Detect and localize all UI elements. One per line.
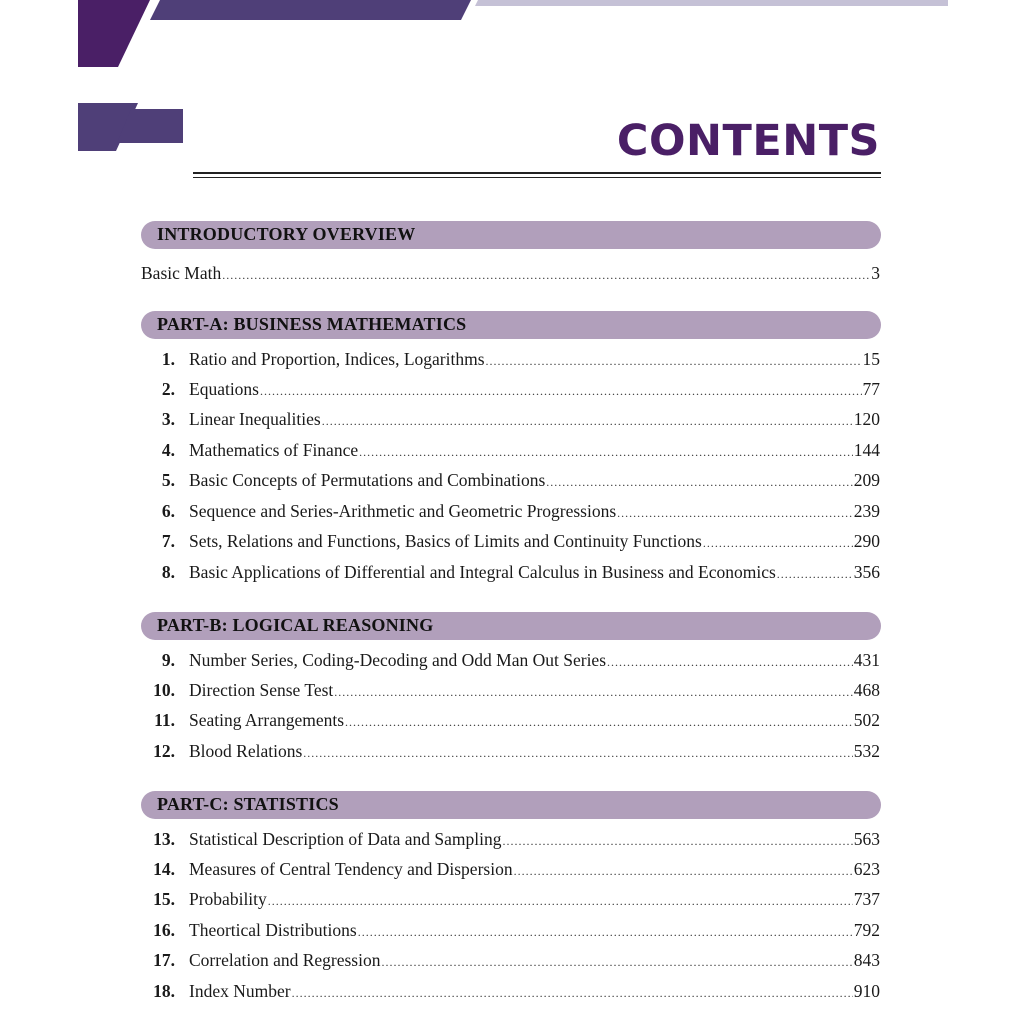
dot-leader xyxy=(486,354,862,369)
corner-shape-dark xyxy=(78,0,150,67)
toc-entry-title: Linear Inequalities xyxy=(189,409,321,429)
section-heading-intro xyxy=(141,221,881,249)
toc-entry-page: 792 xyxy=(853,920,880,940)
title-rule-thin xyxy=(193,177,881,178)
toc-entry-number: 10. xyxy=(153,680,175,700)
dot-leader xyxy=(381,955,852,970)
toc-entry-number: 2. xyxy=(161,379,175,399)
toc-entry-title: Ratio and Proportion, Indices, Logarithms xyxy=(189,349,485,369)
dot-leader xyxy=(703,536,853,551)
toc-entry[interactable] xyxy=(141,501,880,525)
toc-entry-page: 239 xyxy=(853,501,880,521)
top-band-purple xyxy=(150,0,471,20)
toc-entry-title: Statistical Description of Data and Sampling xyxy=(189,829,502,849)
dot-leader xyxy=(322,414,853,429)
dot-leader xyxy=(222,268,870,283)
toc-entry[interactable] xyxy=(141,349,880,373)
toc-entry[interactable] xyxy=(141,379,880,403)
toc-entry-title: Number Series, Coding-Decoding and Odd Man Out Series xyxy=(189,650,607,670)
toc-entry[interactable] xyxy=(141,650,880,674)
page-title: CONTENTS xyxy=(616,116,880,166)
title-rule-thick xyxy=(193,172,881,174)
toc-entry-number: 16. xyxy=(153,920,175,940)
dot-leader xyxy=(546,475,852,490)
section-heading-part-b xyxy=(141,612,881,640)
toc-entry-number: 4. xyxy=(161,440,175,460)
toc-entry[interactable] xyxy=(141,440,880,464)
toc-entry-page: 3 xyxy=(871,263,880,283)
toc-entry-page: 290 xyxy=(853,531,880,551)
toc-entry-number: 6. xyxy=(161,501,175,521)
toc-entry-number: 13. xyxy=(153,829,175,849)
section-heading-part-c xyxy=(141,791,881,819)
toc-entry[interactable] xyxy=(141,562,880,586)
toc-entry-number: 12. xyxy=(153,741,175,761)
toc-entry[interactable] xyxy=(141,741,880,765)
dot-leader xyxy=(303,746,852,761)
dot-leader xyxy=(268,894,853,909)
toc-entry-title: Measures of Central Tendency and Dispersion xyxy=(189,859,513,879)
toc-entry-number: 8. xyxy=(161,562,175,582)
toc-entry[interactable] xyxy=(141,920,880,944)
toc-entry-page: 737 xyxy=(853,889,880,909)
toc-entry-number: 7. xyxy=(161,531,175,551)
toc-entry-title: Mathematics of Finance xyxy=(189,440,359,460)
toc-entry[interactable] xyxy=(141,950,880,974)
toc-entry-title: Direction Sense Test xyxy=(189,680,334,700)
toc-entry-number: 3. xyxy=(161,409,175,429)
toc-entry-page: 144 xyxy=(853,440,880,460)
toc-entry-page: 356 xyxy=(853,562,880,582)
dot-leader xyxy=(358,925,853,940)
toc-entry-number: 9. xyxy=(161,650,175,670)
section-heading-part-a xyxy=(141,311,881,339)
toc-entry-page: 623 xyxy=(853,859,880,879)
toc-entry[interactable] xyxy=(141,981,880,1005)
toc-entry-title: Correlation and Regression xyxy=(189,950,381,970)
toc-entry-page: 77 xyxy=(862,379,880,399)
section-heading-text: PART-C: STATISTICS xyxy=(157,794,339,814)
toc-entry-number: 5. xyxy=(161,470,175,490)
toc-entry[interactable] xyxy=(141,409,880,433)
toc-entry-number: 15. xyxy=(153,889,175,909)
toc-entry-title: Sequence and Series-Arithmetic and Geometric Progressions xyxy=(189,501,617,521)
section-heading-text: PART-B: LOGICAL REASONING xyxy=(157,615,434,635)
dot-leader xyxy=(334,685,852,700)
dot-leader xyxy=(777,567,853,582)
toc-entry-title: Equations xyxy=(189,379,259,399)
toc-entry-number: 17. xyxy=(153,950,175,970)
toc-entry[interactable] xyxy=(141,531,880,555)
toc-entry-page: 468 xyxy=(853,680,880,700)
toc-entry-page: 120 xyxy=(853,409,880,429)
toc-entry-page: 910 xyxy=(853,981,880,1001)
toc-entry-title: Index Number xyxy=(189,981,291,1001)
dot-leader xyxy=(514,864,853,879)
toc-entry-page: 843 xyxy=(853,950,880,970)
toc-entry-title: Basic Concepts of Permutations and Combinations xyxy=(189,470,546,490)
toc-entry-page: 15 xyxy=(862,349,880,369)
dot-leader xyxy=(607,655,853,670)
toc-entry-title: Basic Applications of Differential and Integral Calculus in Business and Economics xyxy=(189,562,776,582)
section-heading-text: INTRODUCTORY OVERVIEW xyxy=(157,224,416,244)
toc-entry-page: 563 xyxy=(853,829,880,849)
toc-entry-number: 1. xyxy=(161,349,175,369)
toc-entry-title: Seating Arrangements xyxy=(189,710,345,730)
toc-entry[interactable] xyxy=(141,470,880,494)
toc-entry-page: 209 xyxy=(853,470,880,490)
toc-entry[interactable] xyxy=(141,710,880,734)
dot-leader xyxy=(503,834,853,849)
toc-entry[interactable] xyxy=(141,263,880,287)
toc-entry-page: 532 xyxy=(853,741,880,761)
toc-entry-number: 18. xyxy=(153,981,175,1001)
section-heading-text: PART-A: BUSINESS MATHEMATICS xyxy=(157,314,467,334)
toc-entry-title: Blood Relations xyxy=(189,741,303,761)
dot-leader xyxy=(292,986,853,1001)
dot-leader xyxy=(617,506,853,521)
toc-entry[interactable] xyxy=(141,859,880,883)
toc-entry-title: Probability xyxy=(189,889,267,909)
toc-entry[interactable] xyxy=(141,889,880,913)
toc-entry-number: 11. xyxy=(154,710,175,730)
toc-entry-title: Theortical Distributions xyxy=(189,920,357,940)
toc-entry-number: 14. xyxy=(153,859,175,879)
toc-entry-title: Basic Math xyxy=(141,263,222,283)
toc-entry[interactable] xyxy=(141,829,880,853)
dot-leader xyxy=(260,384,862,399)
dot-leader xyxy=(345,715,853,730)
top-band-light xyxy=(475,0,948,6)
toc-entry-page: 502 xyxy=(853,710,880,730)
dot-leader xyxy=(359,445,853,460)
toc-entry[interactable] xyxy=(141,680,880,704)
toc-entry-title: Sets, Relations and Functions, Basics of Limits and Continuity Functions xyxy=(189,531,702,551)
toc-entry-page: 431 xyxy=(853,650,880,670)
